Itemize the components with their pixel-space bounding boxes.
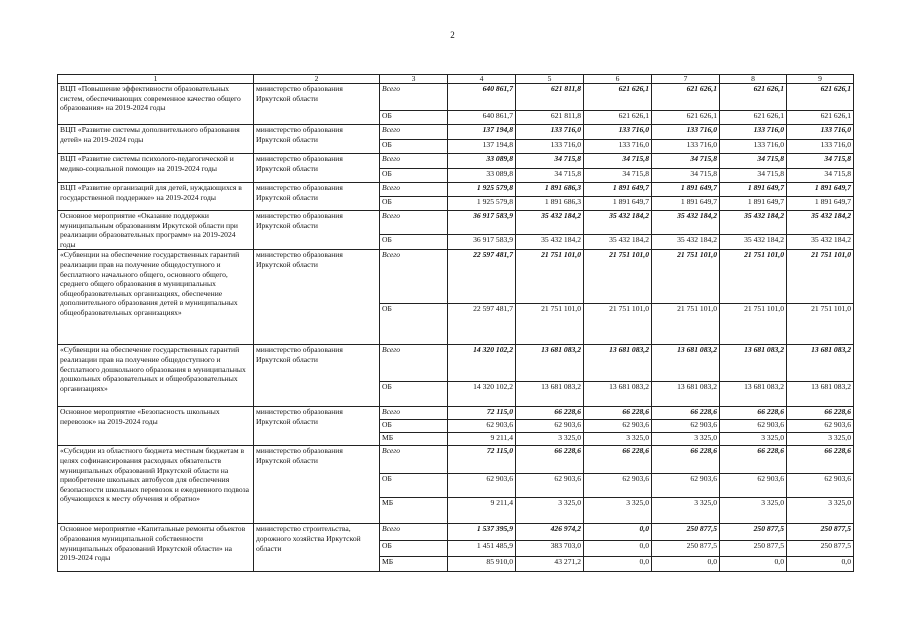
amount-cell: 21 751 101,0 — [787, 304, 854, 345]
amount-cell: 3 325,0 — [584, 433, 652, 446]
amount-cell: 621 811,8 — [516, 84, 584, 111]
amount-cell: 34 715,8 — [720, 169, 787, 183]
amount-cell: 13 681 083,2 — [787, 382, 854, 407]
funding-source: ОБ — [380, 474, 448, 498]
amount-cell: 62 903,6 — [720, 474, 787, 498]
amount-cell: 133 716,0 — [720, 140, 787, 154]
executor: министерство образования Иркутской области — [254, 154, 380, 183]
amount-cell: 621 626,1 — [720, 84, 787, 111]
amount-cell: 35 432 184,2 — [720, 234, 787, 250]
amount-cell: 35 432 184,2 — [516, 211, 584, 235]
funding-source: ОБ — [380, 420, 448, 433]
column-header-7: 7 — [652, 75, 720, 84]
amount-cell: 21 751 101,0 — [652, 304, 720, 345]
amount-cell: 66 228,6 — [516, 407, 584, 420]
table-row — [58, 154, 854, 169]
funding-source: ОБ — [380, 197, 448, 211]
amount-cell: 62 903,6 — [652, 474, 720, 498]
amount-cell: 33 089,8 — [448, 169, 516, 183]
amount-cell: 250 877,5 — [787, 541, 854, 557]
amount-cell: 66 228,6 — [787, 446, 854, 474]
amount-cell: 133 716,0 — [584, 125, 652, 140]
amount-cell: 34 715,8 — [652, 154, 720, 169]
amount-cell: 1 891 649,7 — [720, 183, 787, 197]
program-name: «Субвенции на обеспечение государственных гарантий реализации прав на получение общедоступного и бесплатного дошкольного образования в муниципальных дошкольных образовательных и общеобразовательных организациях» — [58, 345, 254, 407]
amount-cell: 137 194,8 — [448, 140, 516, 154]
amount-cell: 62 903,6 — [652, 420, 720, 433]
amount-cell: 66 228,6 — [652, 407, 720, 420]
executor: министерство образования Иркутской области — [254, 446, 380, 524]
table-row — [58, 84, 854, 111]
amount-cell: 3 325,0 — [652, 433, 720, 446]
amount-cell: 13 681 083,2 — [787, 345, 854, 382]
amount-cell: 0,0 — [720, 557, 787, 572]
amount-cell: 22 597 481,7 — [448, 304, 516, 345]
funding-source: ОБ — [380, 169, 448, 183]
funding-source: Всего — [380, 84, 448, 111]
amount-cell: 1 891 649,7 — [652, 183, 720, 197]
column-header-6: 6 — [584, 75, 652, 84]
amount-cell: 21 751 101,0 — [720, 304, 787, 345]
column-header-1: 1 — [58, 75, 254, 84]
amount-cell: 133 716,0 — [720, 125, 787, 140]
amount-cell: 9 211,4 — [448, 433, 516, 446]
amount-cell: 3 325,0 — [787, 433, 854, 446]
amount-cell: 1 925 579,8 — [448, 183, 516, 197]
table-row — [58, 345, 854, 382]
amount-cell: 640 861,7 — [448, 84, 516, 111]
amount-cell: 621 626,1 — [584, 84, 652, 111]
amount-cell: 34 715,8 — [720, 154, 787, 169]
amount-cell: 72 115,0 — [448, 407, 516, 420]
amount-cell: 62 903,6 — [787, 420, 854, 433]
executor: министерство образования Иркутской области — [254, 125, 380, 154]
amount-cell: 62 903,6 — [448, 420, 516, 433]
amount-cell: 250 877,5 — [720, 524, 787, 541]
amount-cell: 13 681 083,2 — [584, 345, 652, 382]
amount-cell: 640 861,7 — [448, 111, 516, 125]
amount-cell: 43 271,2 — [516, 557, 584, 572]
executor: министерство образования Иркутской области — [254, 211, 380, 250]
table-row — [58, 524, 854, 541]
amount-cell: 66 228,6 — [516, 446, 584, 474]
amount-cell: 3 325,0 — [584, 498, 652, 524]
program-name: «Субвенции на обеспечение государственных гарантий реализации прав на получение общедоступного и бесплатного начального общего, основного общего, среднего общего образования в муниципальных общеобразовательных организациях, обеспечение дополнительного образования детей в муниципальных общеобразовательных организациях» — [58, 250, 254, 345]
column-header-2: 2 — [254, 75, 380, 84]
funding-source: Всего — [380, 211, 448, 235]
amount-cell: 34 715,8 — [516, 169, 584, 183]
amount-cell: 133 716,0 — [787, 140, 854, 154]
amount-cell: 9 211,4 — [448, 498, 516, 524]
amount-cell: 66 228,6 — [652, 446, 720, 474]
funding-source: Всего — [380, 345, 448, 382]
column-header-9: 9 — [787, 75, 854, 84]
funding-source: МБ — [380, 433, 448, 446]
funding-source: ОБ — [380, 541, 448, 557]
amount-cell: 0,0 — [652, 557, 720, 572]
executor: министерство образования Иркутской области — [254, 250, 380, 345]
amount-cell: 35 432 184,2 — [584, 211, 652, 235]
amount-cell: 1 925 579,8 — [448, 197, 516, 211]
amount-cell: 13 681 083,2 — [652, 382, 720, 407]
amount-cell: 21 751 101,0 — [516, 250, 584, 304]
funding-source: Всего — [380, 154, 448, 169]
program-name: «Субсидии из областного бюджета местным бюджетам в целях софинансирования расходных обязательств муниципальных образований Иркутской области на приобретение школьных автобусов для обеспечения безопасности школьных перевозок и ежедневного подвоза обучающихся к месту обучения и обратно» — [58, 446, 254, 524]
amount-cell: 3 325,0 — [720, 498, 787, 524]
header-row — [58, 75, 854, 84]
amount-cell: 21 751 101,0 — [584, 250, 652, 304]
amount-cell: 133 716,0 — [652, 125, 720, 140]
amount-cell: 62 903,6 — [584, 474, 652, 498]
amount-cell: 34 715,8 — [584, 154, 652, 169]
amount-cell: 13 681 083,2 — [652, 345, 720, 382]
funding-source: МБ — [380, 557, 448, 572]
funding-source: ОБ — [380, 111, 448, 125]
amount-cell: 34 715,8 — [584, 169, 652, 183]
amount-cell: 1 537 395,9 — [448, 524, 516, 541]
amount-cell: 1 891 649,7 — [652, 197, 720, 211]
executor: министерство образования Иркутской области — [254, 183, 380, 211]
table-row — [58, 446, 854, 474]
amount-cell: 62 903,6 — [516, 474, 584, 498]
table-row — [58, 250, 854, 304]
amount-cell: 21 751 101,0 — [787, 250, 854, 304]
amount-cell: 62 903,6 — [516, 420, 584, 433]
amount-cell: 426 974,2 — [516, 524, 584, 541]
amount-cell: 21 751 101,0 — [652, 250, 720, 304]
amount-cell: 0,0 — [787, 557, 854, 572]
amount-cell: 66 228,6 — [584, 446, 652, 474]
budget-table — [57, 74, 854, 572]
amount-cell: 35 432 184,2 — [652, 234, 720, 250]
amount-cell: 1 891 649,7 — [787, 183, 854, 197]
amount-cell: 14 320 102,2 — [448, 382, 516, 407]
executor: министерство строительства, дорожного хозяйства Иркутской области — [254, 524, 380, 572]
amount-cell: 66 228,6 — [720, 407, 787, 420]
amount-cell: 0,0 — [584, 557, 652, 572]
table-row — [58, 407, 854, 420]
amount-cell: 35 432 184,2 — [720, 211, 787, 235]
table-row — [58, 211, 854, 235]
amount-cell: 14 320 102,2 — [448, 345, 516, 382]
amount-cell: 33 089,8 — [448, 154, 516, 169]
amount-cell: 133 716,0 — [584, 140, 652, 154]
funding-source: Всего — [380, 250, 448, 304]
amount-cell: 66 228,6 — [720, 446, 787, 474]
amount-cell: 3 325,0 — [652, 498, 720, 524]
program-name: ВЦП «Развитие системы психолого-педагогической и медико-социальной помощи» на 2019-2024 годы — [58, 154, 254, 183]
executor: министерство образования Иркутской области — [254, 84, 380, 125]
amount-cell: 85 910,0 — [448, 557, 516, 572]
amount-cell: 250 877,5 — [652, 524, 720, 541]
amount-cell: 137 194,8 — [448, 125, 516, 140]
amount-cell: 35 432 184,2 — [787, 211, 854, 235]
amount-cell: 34 715,8 — [787, 154, 854, 169]
funding-source: МБ — [380, 498, 448, 524]
column-header-8: 8 — [720, 75, 787, 84]
table-row — [58, 125, 854, 140]
amount-cell: 1 891 649,7 — [720, 197, 787, 211]
amount-cell: 133 716,0 — [787, 125, 854, 140]
amount-cell: 35 432 184,2 — [787, 234, 854, 250]
amount-cell: 66 228,6 — [787, 407, 854, 420]
program-name: Основное мероприятие «Безопасность школьных перевозок» на 2019-2024 годы — [58, 407, 254, 446]
amount-cell: 13 681 083,2 — [584, 382, 652, 407]
program-name: Основное мероприятие «Оказание поддержки муниципальным образованиям Иркутской области при реализации образовательных программ» на 2019-2024 годы — [58, 211, 254, 250]
amount-cell: 250 877,5 — [720, 541, 787, 557]
amount-cell: 21 751 101,0 — [584, 304, 652, 345]
amount-cell: 250 877,5 — [652, 541, 720, 557]
amount-cell: 3 325,0 — [720, 433, 787, 446]
amount-cell: 1 891 649,7 — [584, 183, 652, 197]
amount-cell: 1 451 485,9 — [448, 541, 516, 557]
page-number: 2 — [450, 30, 455, 40]
amount-cell: 3 325,0 — [516, 433, 584, 446]
amount-cell: 1 891 649,7 — [584, 197, 652, 211]
amount-cell: 72 115,0 — [448, 446, 516, 474]
amount-cell: 66 228,6 — [584, 407, 652, 420]
amount-cell: 250 877,5 — [787, 524, 854, 541]
amount-cell: 21 751 101,0 — [720, 250, 787, 304]
amount-cell: 34 715,8 — [652, 169, 720, 183]
funding-source: ОБ — [380, 234, 448, 250]
amount-cell: 621 626,1 — [787, 84, 854, 111]
executor: министерство образования Иркутской области — [254, 345, 380, 407]
funding-source: Всего — [380, 407, 448, 420]
amount-cell: 13 681 083,2 — [516, 345, 584, 382]
amount-cell: 1 891 686,3 — [516, 197, 584, 211]
funding-source: ОБ — [380, 382, 448, 407]
column-header-3: 3 — [380, 75, 448, 84]
amount-cell: 36 917 583,9 — [448, 234, 516, 250]
amount-cell: 0,0 — [584, 541, 652, 557]
funding-source: Всего — [380, 125, 448, 140]
executor: министерство образования Иркутской области — [254, 407, 380, 446]
funding-source: Всего — [380, 446, 448, 474]
amount-cell: 133 716,0 — [652, 140, 720, 154]
funding-source: ОБ — [380, 140, 448, 154]
amount-cell: 13 681 083,2 — [720, 345, 787, 382]
amount-cell: 22 597 481,7 — [448, 250, 516, 304]
amount-cell: 21 751 101,0 — [516, 304, 584, 345]
amount-cell: 62 903,6 — [787, 474, 854, 498]
amount-cell: 383 703,0 — [516, 541, 584, 557]
amount-cell: 621 811,8 — [516, 111, 584, 125]
amount-cell: 35 432 184,2 — [584, 234, 652, 250]
amount-cell: 621 626,1 — [787, 111, 854, 125]
amount-cell: 621 626,1 — [584, 111, 652, 125]
column-header-4: 4 — [448, 75, 516, 84]
funding-source: ОБ — [380, 304, 448, 345]
amount-cell: 13 681 083,2 — [516, 382, 584, 407]
program-name: ВЦП «Развитие организаций для детей, нуждающихся в государственной поддержке» на 2019-2024 годы — [58, 183, 254, 211]
program-name: Основное мероприятие «Капитальные ремонты объектов образования муниципальной собственности муниципальных образований Иркутской области» на 2019-2024 годы — [58, 524, 254, 572]
amount-cell: 36 917 583,9 — [448, 211, 516, 235]
amount-cell: 621 626,1 — [652, 84, 720, 111]
program-name: ВЦП «Развитие системы дополнительного образования детей» на 2019-2024 годы — [58, 125, 254, 154]
amount-cell: 34 715,8 — [516, 154, 584, 169]
table-row — [58, 183, 854, 197]
column-header-5: 5 — [516, 75, 584, 84]
amount-cell: 1 891 686,3 — [516, 183, 584, 197]
amount-cell: 621 626,1 — [652, 111, 720, 125]
amount-cell: 35 432 184,2 — [516, 234, 584, 250]
amount-cell: 3 325,0 — [516, 498, 584, 524]
amount-cell: 13 681 083,2 — [720, 382, 787, 407]
amount-cell: 621 626,1 — [720, 111, 787, 125]
amount-cell: 62 903,6 — [448, 474, 516, 498]
amount-cell: 133 716,0 — [516, 140, 584, 154]
amount-cell: 62 903,6 — [584, 420, 652, 433]
amount-cell: 3 325,0 — [787, 498, 854, 524]
program-name: ВЦП «Повышение эффективности образовательных систем, обеспечивающих современное качество общего образования» на 2019-2024 годы — [58, 84, 254, 125]
amount-cell: 1 891 649,7 — [787, 197, 854, 211]
amount-cell: 0,0 — [584, 524, 652, 541]
amount-cell: 35 432 184,2 — [652, 211, 720, 235]
funding-source: Всего — [380, 524, 448, 541]
amount-cell: 133 716,0 — [516, 125, 584, 140]
funding-source: Всего — [380, 183, 448, 197]
amount-cell: 62 903,6 — [720, 420, 787, 433]
amount-cell: 34 715,8 — [787, 169, 854, 183]
